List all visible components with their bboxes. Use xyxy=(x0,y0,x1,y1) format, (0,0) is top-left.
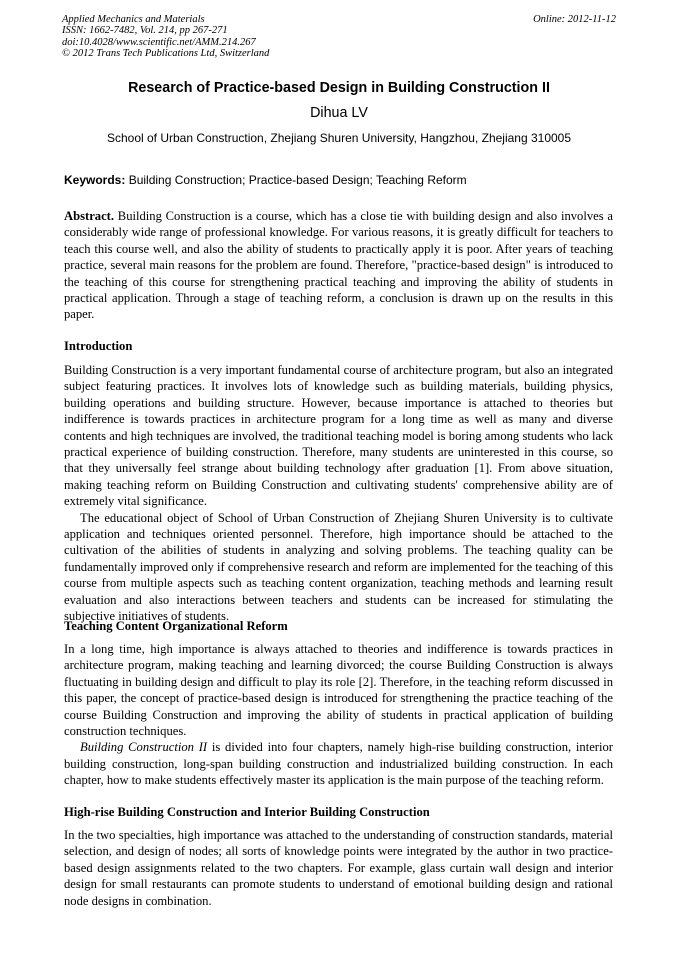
copyright-line: © 2012 Trans Tech Publications Ltd, Switzerland xyxy=(62,47,270,59)
high-rise-paragraph-1: In the two specialties, high importance was attached to the understanding of construction standards, material selection, and design of nodes; all sorts of knowledge points were integrated by the author in two practice-based design assignments related to the two chapters. For example, glass curtain wall design and interior design for small restaurants can promote students to understand of emotional building design and rational node designs in combination. xyxy=(64,828,613,908)
teaching-content-body xyxy=(64,641,613,789)
author-affiliation: School of Urban Construction, Zhejiang Shuren University, Hangzhou, Zhejiang 310005 xyxy=(106,131,572,145)
section-heading-introduction: Introduction xyxy=(64,339,133,353)
introduction-paragraph-2: The educational object of School of Urban Construction of Zhejiang Shuren University is to cultivate application and techniques oriented personnel. Therefore, high importance should be attached to the cultivation of the abilities of students in analyzing and solving problems. The teaching quality can be fundamentally improved only if comprehensive research and reform are implemented for the teaching of this course from multiple aspects such as teaching content organization, teaching methods and learning result evaluation and also interactions between teachers and students can be increased for stimulating the subjective initiatives of students. xyxy=(64,510,613,624)
section-heading-teaching-content: Teaching Content Organizational Reform xyxy=(64,619,288,633)
journal-metadata xyxy=(62,14,616,59)
keywords-text: Building Construction; Practice-based Design; Teaching Reform xyxy=(128,173,467,187)
keywords xyxy=(64,173,616,187)
paper-title: Research of Practice-based Design in Building Construction II xyxy=(128,80,550,96)
course-title-italic: Building Construction II xyxy=(80,740,208,755)
online-date: Online: 2012-11-12 xyxy=(533,14,616,25)
introduction-body xyxy=(64,362,613,625)
abstract-text: Building Construction is a course, which has a close tie with building design and also involves a considerably wide range of professional knowledge. For various reasons, it is greatly difficult for teachers to teach this course well, and also the ability of students to practically apply it is poor. After years of teaching practice, several main reasons for the problem are found. Therefore, "practice-based design" is introduced to the teaching of this course for strengthening practical teaching and improving the ability of students in practical application. Through a stage of teaching reform, a conclusion is drawn up on the results in this paper. xyxy=(64,209,613,322)
teaching-content-paragraph-1: In a long time, high importance is always attached to theories and indifference is towards practices in architecture program, making teaching and learning divorced; the course Building Construction is always fluctuating in building design and difficult to play its role [2]. Therefore, in the teaching reform discussed in this paper, the concept of practice-based design is introduced for strengthening the practice teaching of the course Building Construction and improving the ability of students in practical application of building construction techniques. xyxy=(64,642,613,739)
teaching-content-paragraph-2 xyxy=(64,739,613,788)
issn-line: ISSN: 1662-7482, Vol. 214, pp 267-271 xyxy=(62,25,228,37)
introduction-paragraph-1: Building Construction is a very important fundamental course of architecture program, but also an integrated subject featuring practices. It involves lots of knowledge such as building materials, building physics, building operations and building structure. However, because importance is attached to theories but indifference is towards practices in architecture program for a long time as well as many and diverse contents and high techniques are involved, the traditional teaching model is boring among students who lack practical experience of building construction. Therefore, many students are uninterested in this course, so that they universally feel strange about building technology after graduation [1]. From above situation, making teaching reform on Building Construction and cultivating students' comprehensive ability are of extremely vital significance. xyxy=(64,363,613,509)
keywords-label: Keywords: xyxy=(64,173,126,187)
abstract xyxy=(64,208,613,323)
high-rise-body xyxy=(64,827,613,909)
journal-name: Applied Mechanics and Materials xyxy=(62,14,205,25)
doi-line: doi:10.4028/www.scientific.net/AMM.214.267 xyxy=(62,36,256,48)
author-name: Dihua LV xyxy=(310,105,368,121)
abstract-label: Abstract. xyxy=(64,209,115,223)
section-heading-high-rise: High-rise Building Construction and Interior Building Construction xyxy=(64,805,430,819)
teaching-content-paragraph-2-text: is divided into four chapters, namely high-rise building construction, interior building construction, long-span building construction and industrialized building construction. In each chapter, how to make students effectively master its application is the main purpose of the teaching reform. xyxy=(64,740,613,788)
